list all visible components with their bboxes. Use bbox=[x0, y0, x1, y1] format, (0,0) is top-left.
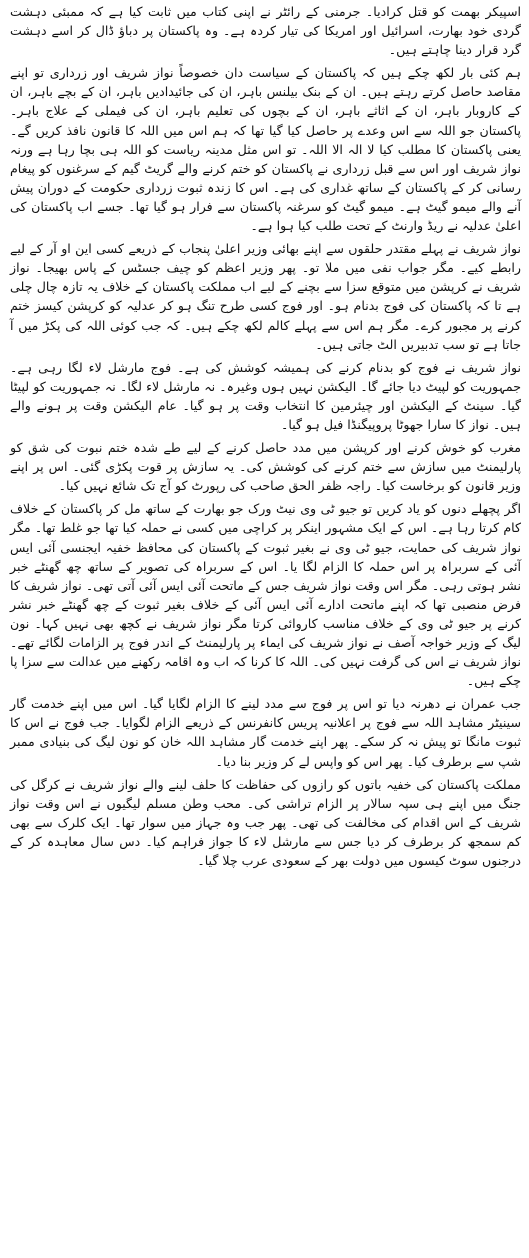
paragraph-2: ہم کئی بار لکھ چکے ہیں کہ پاکستان کے سیاست دان خصوصاً نواز شریف اور زرداری تو اپنے مقاصد حاصل کرتے رہتے ہیں۔ ان کے بنک بیلنس باہر، ان کی جائیدادیں باہر، ان کے بچے باہر، ان کے کاروبار باہر، ان کے اثاثے باہر، ان کے بچوں کی تعلیم باہر، ان کی فیملی کے علاج باہر۔ پاکستان جو اللہ سے اس وعدے پر حاصل کیا گیا تھا کہ ہم اس میں اللہ کا قانون نافذ کریں گے۔ یعنی پاکستان کا مطلب کیا لا الہ الا اللہ۔ تو اس مثل مدینہ ریاست کو اللہ ہی بچا رہا ہے ورنہ نواز شریف اور اس سے قبل زرداری نے پاکستان کو ختم کرنے والے گریٹ گیم کے سرغنوں کو پیغام رسانی کر کے پاکستان کے ساتھ غداری کی ہے۔ اس کا زندہ ثبوت زرداری حکومت کے دوران پیش آنے والے میمو گیٹ ہے۔ میمو گیٹ کو سرغنہ پاکستان سے فرار ہو گیا تھا۔ جسے اب پاکستان کی اعلیٰ عدلیہ نے ریڈ وارنٹ کے تحت طلب کیا ہوا ہے۔ bbox=[10, 65, 521, 234]
paragraph-6: اگر پچھلے دنوں کو یاد کریں تو جیو ٹی وی نیٹ ورک جو بھارت کے ساتھ مل کر پاکستان کے خلاف کام کرتا رہا ہے۔ اس کے ایک مشہور اینکر پر کراچی میں کسی نے حملہ کیا تھا جو غلط تھا۔ مگر نواز شریف کی حمایت، جیو ٹی وی نے بغیر ثبوت کے پاکستان کی محافظ خفیہ ایجنسی آئی ایس آئی کے سربراہ پر اس حملہ کا الزام لگا یا۔ اس کے سربراہ کی تصویر کے ساتھ چھ گھنٹے خبر نشر ہوتی رہی۔ مگر اس وقت نواز شریف جس کے ماتحت آئی ایس آئی آتی تھی۔ نواز شریف کا فرض منصبی تھا کہ اپنے ماتحت ادارے آئی ایس آئی کے خلاف بغیر ثبوت کے چھ گھنٹے خبر نشر کرنے پر جیو ٹی وی کے خلاف مناسب کاروائی کرتا مگر نواز شریف نے کچھ بھی نہیں کہا۔ نون لیگ کے وزیر خواجہ آصف نے نواز شریف کی ایماء پر پارلیمنٹ کے اندر فوج پر الزامات لگائے تھے۔ نواز شریف نے اس کی گرفت نہیں کی۔ اللہ کا کرنا کہ اب وہ اقامہ رکھنے میں عدالت سے سزا پا چکے ہیں۔ bbox=[10, 501, 521, 689]
paragraph-5: مغرب کو خوش کرنے اور کرپشن میں مدد حاصل کرنے کے لیے طے شدہ ختم نبوت کی شق کو پارلیمنٹ میں سازش سے ختم کرنے کی کوشش کی۔ یہ سازش پر قوت پکڑی گئی۔ اس پر اپنے وزیر قانون کو برخاست کیا۔ راجہ ظفر الحق صاحب کی رپورٹ کو آج تک شائع نہیں کیا۔ bbox=[10, 440, 521, 494]
paragraph-4: نواز شریف نے فوج کو بدنام کرنے کی ہمیشہ کوشش کی ہے۔ فوج مارشل لاء لگا رہی ہے۔ جمہوریت کو لپیٹ دیا جائے گا۔ الیکشن نہیں ہوں وغیرہ۔ نہ مارشل لاء لگا۔ نہ جمہوریت کو لپیٹا گیا۔ سینٹ کے الیکشن اور چیئرمین کا انتخاب وقت پر ہو گیا۔ عام الیکشن وقت پر ہونے والے ہیں۔ نواز کا سارا جھوٹا پروپیگنڈا فیل ہو گیا۔ bbox=[10, 359, 521, 432]
paragraph-3: نواز شریف نے پہلے مقتدر حلقوں سے اپنے بھائی وزیر اعلیٰ پنجاب کے ذریعے کسی این او آر کے لیے رابطے کیے۔ مگر جواب نفی میں ملا تو۔ پھر وزیر اعظم کو چیف جسٹس کے پاس بھیجا۔ نواز شریف نے کرپشن میں متوقع سزا سے بچنے کے لیے اب مملکت پاکستان کے خلاف یہ تازہ چال چلی ہے تا کہ پاکستان کی فوج بدنام ہو۔ اور فوج کسی طرح تنگ ہو کر عدلیہ کو کرپشن کیسز ختم کرنے پر مجبور کرے۔ مگر ہم اس سے پہلے کالم لکھ چکے ہیں۔ کہ جب کوئی اللہ کی پکڑ میں آ جاتا ہے تو سب تدبیریں الٹ جاتی ہیں۔ bbox=[10, 241, 521, 352]
paragraph-8: مملکت پاکستان کی خفیہ باتوں کو رازوں کی حفاظت کا حلف لینے والے نواز شریف نے کرگل کی جنگ میں اپنے ہی سپہ سالار پر الزام تراشی کی۔ محب وطن مسلم لیگیوں نے اس وقت نواز شریف کے اس اقدام کی مخالفت کی تھی۔ پھر جب وہ جہاز میں سوار تھا۔ ایک کلرک سے بھی کم سمجھ کر برطرف کر دیا جس سے مارشل لاء کا جواز فراہم کیا۔ دس سال معاہدہ کر کے درجنوں سوٹ کیسوں میں دولت بھر کے سعودی عرب چلا گیا۔ bbox=[10, 776, 521, 869]
paragraph-1: اسپیکر بھمت کو قتل کرادیا۔ جرمنی کے رائٹر نے اپنی کتاب میں ثابت کیا ہے کہ ممبئی دہشت گردی خود بھارت، اسرائیل اور امریکا کی تیار کردہ ہے۔ وہ پاکستان پر دباؤ ڈال کر اسے دہشت گرد قرار دینا چاہتے ہیں۔ bbox=[10, 4, 521, 58]
paragraph-7: جب عمران نے دھرنہ دیا تو اس پر فوج سے مدد لینے کا الزام لگایا گیا۔ اس میں اپنے خدمت گار سینیٹر مشاہد اللہ سے فوج پر اعلانیہ پریس کانفرنس کے ذریعے الزام لگوایا۔ جب فوج نے اس کا ثبوت مانگا تو پیش نہ کر سکے۔ پھر اپنے خدمت گار مشاہد اللہ خان کو نون لیگ کی بنیادی ممبر شپ سے برطرف کیا۔ پھر اس کو واپس لے کر وزیر بنا دیا۔ bbox=[10, 696, 521, 769]
